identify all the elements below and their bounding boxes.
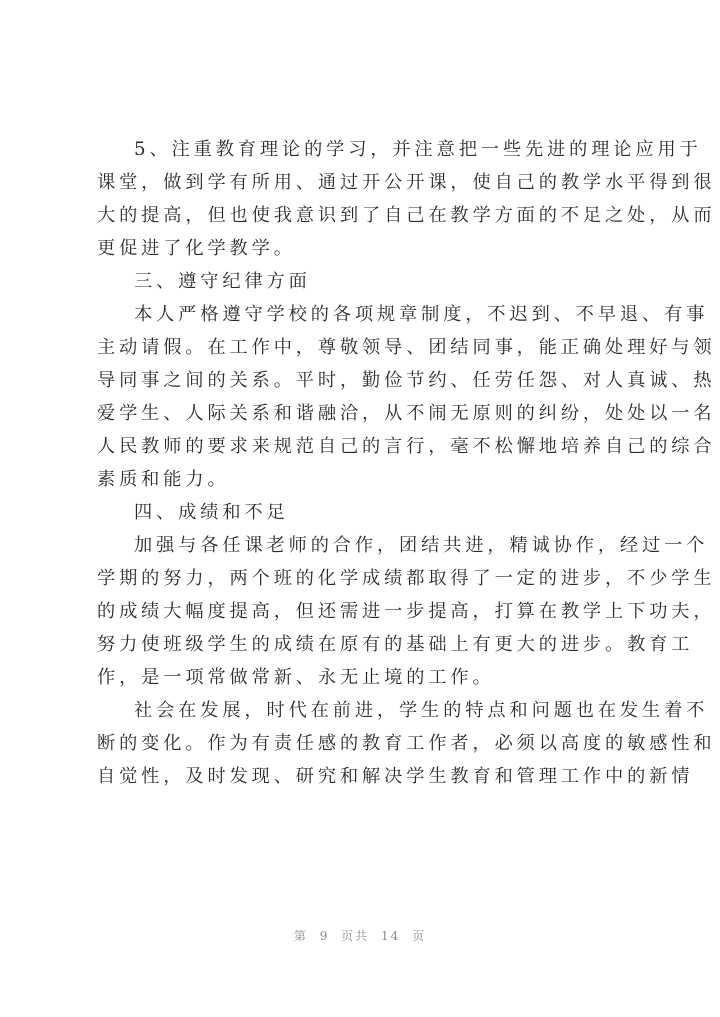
paragraph-line: 断的变化。作为有责任感的教育工作者，必须以高度的敏感性和 [97, 733, 716, 754]
paragraph-line: 努力使班级学生的成绩在原有的基础上有更大的进步。教育工 [97, 634, 694, 655]
paragraph-line: 学期的努力，两个班的化学成绩都取得了一定的进步，不少学生 [97, 568, 716, 589]
document-body [97, 133, 716, 793]
section-heading: 四、成绩和不足 [134, 502, 289, 523]
paragraph-line: 更促进了化学教学。 [97, 238, 296, 259]
paragraph-line: 课堂，做到学有所用、通过开公开课，使自己的教学水平得到很 [97, 172, 716, 193]
paragraph-line: 导同事之间的关系。平时，勤俭节约、任劳任怨、对人真诚、热 [97, 370, 716, 391]
paragraph-line: 5、注重教育理论的学习，并注意把一些先进的理论应用于 [134, 139, 702, 160]
paragraph-line: 加强与各任课老师的合作，团结共进，精诚协作，经过一个 [134, 535, 709, 556]
paragraph-line: 的成绩大幅度提高，但还需进一步提高，打算在教学上下功夫， [97, 601, 716, 622]
paragraph-line: 爱学生、人际关系和谐融洽，从不闹无原则的纠纷，处处以一名 [97, 403, 716, 424]
paragraph-line: 自觉性，及时发现、研究和解决学生教育和管理工作中的新情 [97, 766, 694, 787]
paragraph-line: 本人严格遵守学校的各项规章制度，不迟到、不早退、有事 [134, 304, 709, 325]
paragraph-line: 大的提高，但也使我意识到了自己在教学方面的不足之处，从而 [97, 205, 716, 226]
paragraph-line: 作，是一项常做常新、永无止境的工作。 [97, 667, 495, 688]
paragraph-line: 社会在发展，时代在前进，学生的特点和问题也在发生着不 [134, 700, 709, 721]
paragraph-line: 主动请假。在工作中，尊敬领导、团结同事，能正确处理好与领 [97, 337, 716, 358]
paragraph-line: 人民教师的要求来规范自己的言行，毫不松懈地培养自己的综合 [97, 436, 716, 457]
paragraph-line: 素质和能力。 [97, 469, 230, 490]
section-heading: 三、遵守纪律方面 [134, 271, 311, 292]
page-number-footer: 第 9 页共 14 页 [293, 929, 427, 943]
